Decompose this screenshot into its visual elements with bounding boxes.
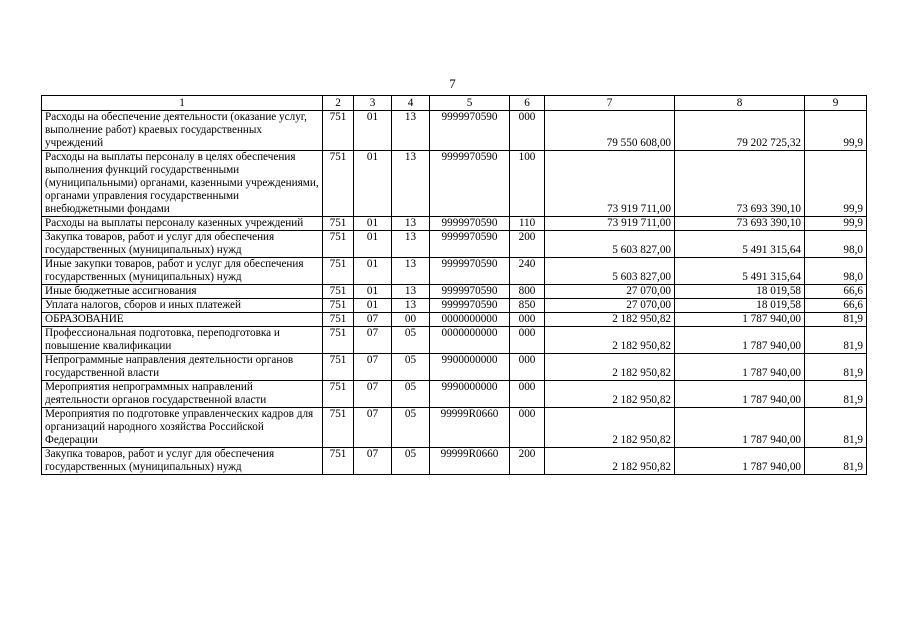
- subsection-code-cell: 13: [392, 258, 430, 285]
- expense-name-cell: Закупка товаров, работ и услуг для обеспечения государственных (муниципальных) нужд: [42, 448, 323, 475]
- expense-name-cell: ОБРАЗОВАНИЕ: [42, 313, 323, 327]
- section-code-cell: 07: [354, 408, 392, 448]
- section-code-cell: 01: [354, 231, 392, 258]
- ministry-code-cell: 751: [323, 327, 354, 354]
- subsection-code-cell: 05: [392, 327, 430, 354]
- column-header-4: 4: [392, 96, 430, 111]
- executed-amount-cell: 1 787 940,00: [675, 327, 805, 354]
- expense-name-cell: Расходы на выплаты персоналу в целях обеспечения выполнения функций государственными (муниципальными) органами, казенными учреждениями, органами управления государственными внебюджетными фондами: [42, 151, 323, 217]
- approved-amount-cell: 5 603 827,00: [545, 231, 675, 258]
- execution-percent-cell: 98,0: [805, 231, 867, 258]
- ministry-code-cell: 751: [323, 408, 354, 448]
- table-row: [42, 381, 867, 408]
- expense-name-cell: Мероприятия непрограммных направлений деятельности органов государственной власти: [42, 381, 323, 408]
- ministry-code-cell: 751: [323, 299, 354, 313]
- expense-type-code-cell: 100: [510, 151, 545, 217]
- expense-type-code-cell: 850: [510, 299, 545, 313]
- approved-amount-cell: 27 070,00: [545, 285, 675, 299]
- execution-percent-cell: 66,6: [805, 299, 867, 313]
- table-row: [42, 327, 867, 354]
- expense-type-code-cell: 240: [510, 258, 545, 285]
- table-row: [42, 313, 867, 327]
- section-code-cell: 01: [354, 285, 392, 299]
- table-row: [42, 299, 867, 313]
- approved-amount-cell: 2 182 950,82: [545, 381, 675, 408]
- approved-amount-cell: 2 182 950,82: [545, 448, 675, 475]
- expense-type-code-cell: 200: [510, 448, 545, 475]
- approved-amount-cell: 79 550 608,00: [545, 111, 675, 151]
- executed-amount-cell: 5 491 315,64: [675, 258, 805, 285]
- expense-name-cell: Уплата налогов, сборов и иных платежей: [42, 299, 323, 313]
- ministry-code-cell: 751: [323, 354, 354, 381]
- column-header-2: 2: [323, 96, 354, 111]
- ministry-code-cell: 751: [323, 151, 354, 217]
- section-code-cell: 07: [354, 381, 392, 408]
- table-header-row: [42, 96, 867, 111]
- executed-amount-cell: 18 019,58: [675, 285, 805, 299]
- expense-type-code-cell: 200: [510, 231, 545, 258]
- execution-percent-cell: 81,9: [805, 354, 867, 381]
- column-header-1: 1: [42, 96, 323, 111]
- approved-amount-cell: 2 182 950,82: [545, 327, 675, 354]
- table-row: [42, 408, 867, 448]
- subsection-code-cell: 13: [392, 285, 430, 299]
- ministry-code-cell: 751: [323, 381, 354, 408]
- expense-name-cell: Профессиональная подготовка, переподготовка и повышение квалификации: [42, 327, 323, 354]
- expense-type-code-cell: 000: [510, 381, 545, 408]
- ministry-code-cell: 751: [323, 231, 354, 258]
- section-code-cell: 07: [354, 327, 392, 354]
- table-row: [42, 217, 867, 231]
- approved-amount-cell: 2 182 950,82: [545, 313, 675, 327]
- subsection-code-cell: 00: [392, 313, 430, 327]
- section-code-cell: 01: [354, 111, 392, 151]
- target-item-code-cell: 99999R0660: [430, 448, 510, 475]
- subsection-code-cell: 05: [392, 354, 430, 381]
- executed-amount-cell: 73 693 390,10: [675, 151, 805, 217]
- target-item-code-cell: 9999970590: [430, 151, 510, 217]
- expense-name-cell: Иные бюджетные ассигнования: [42, 285, 323, 299]
- executed-amount-cell: 73 693 390,10: [675, 217, 805, 231]
- table-body: [42, 96, 867, 475]
- expense-name-cell: Мероприятия по подготовке управленческих кадров для организаций народного хозяйства Российской Федерации: [42, 408, 323, 448]
- subsection-code-cell: 05: [392, 381, 430, 408]
- subsection-code-cell: 05: [392, 408, 430, 448]
- table-row: [42, 448, 867, 475]
- approved-amount-cell: 2 182 950,82: [545, 354, 675, 381]
- executed-amount-cell: 1 787 940,00: [675, 354, 805, 381]
- section-code-cell: 01: [354, 299, 392, 313]
- expense-type-code-cell: 110: [510, 217, 545, 231]
- execution-percent-cell: 98,0: [805, 258, 867, 285]
- expense-type-code-cell: 000: [510, 313, 545, 327]
- column-header-7: 7: [545, 96, 675, 111]
- section-code-cell: 01: [354, 258, 392, 285]
- table-row: [42, 258, 867, 285]
- approved-amount-cell: 73 919 711,00: [545, 151, 675, 217]
- ministry-code-cell: 751: [323, 285, 354, 299]
- table-row: [42, 151, 867, 217]
- column-header-5: 5: [430, 96, 510, 111]
- target-item-code-cell: 0000000000: [430, 313, 510, 327]
- executed-amount-cell: 1 787 940,00: [675, 408, 805, 448]
- expense-type-code-cell: 000: [510, 354, 545, 381]
- executed-amount-cell: 1 787 940,00: [675, 381, 805, 408]
- budget-execution-table: [41, 95, 867, 475]
- approved-amount-cell: 27 070,00: [545, 299, 675, 313]
- expense-type-code-cell: 000: [510, 327, 545, 354]
- execution-percent-cell: 99,9: [805, 217, 867, 231]
- execution-percent-cell: 81,9: [805, 313, 867, 327]
- page-number: 7: [449, 76, 456, 91]
- column-header-8: 8: [675, 96, 805, 111]
- subsection-code-cell: 13: [392, 151, 430, 217]
- target-item-code-cell: 9990000000: [430, 381, 510, 408]
- target-item-code-cell: 9999970590: [430, 231, 510, 258]
- target-item-code-cell: 9999970590: [430, 258, 510, 285]
- approved-amount-cell: 73 919 711,00: [545, 217, 675, 231]
- execution-percent-cell: 81,9: [805, 381, 867, 408]
- target-item-code-cell: 9999970590: [430, 285, 510, 299]
- target-item-code-cell: 9999970590: [430, 299, 510, 313]
- expense-name-cell: Расходы на обеспечение деятельности (оказание услуг, выполнение работ) краевых государственных учреждений: [42, 111, 323, 151]
- expense-name-cell: Расходы на выплаты персоналу казенных учреждений: [42, 217, 323, 231]
- target-item-code-cell: 9900000000: [430, 354, 510, 381]
- execution-percent-cell: 99,9: [805, 151, 867, 217]
- subsection-code-cell: 05: [392, 448, 430, 475]
- executed-amount-cell: 1 787 940,00: [675, 313, 805, 327]
- table-row: [42, 111, 867, 151]
- ministry-code-cell: 751: [323, 448, 354, 475]
- table-row: [42, 354, 867, 381]
- ministry-code-cell: 751: [323, 217, 354, 231]
- section-code-cell: 07: [354, 313, 392, 327]
- target-item-code-cell: 9999970590: [430, 111, 510, 151]
- target-item-code-cell: 0000000000: [430, 327, 510, 354]
- executed-amount-cell: 79 202 725,32: [675, 111, 805, 151]
- column-header-9: 9: [805, 96, 867, 111]
- expense-name-cell: Непрограммные направления деятельности органов государственной власти: [42, 354, 323, 381]
- ministry-code-cell: 751: [323, 111, 354, 151]
- subsection-code-cell: 13: [392, 231, 430, 258]
- ministry-code-cell: 751: [323, 313, 354, 327]
- expense-type-code-cell: 000: [510, 111, 545, 151]
- section-code-cell: 01: [354, 151, 392, 217]
- execution-percent-cell: 66,6: [805, 285, 867, 299]
- table-row: [42, 285, 867, 299]
- execution-percent-cell: 81,9: [805, 448, 867, 475]
- column-header-6: 6: [510, 96, 545, 111]
- executed-amount-cell: 1 787 940,00: [675, 448, 805, 475]
- column-header-3: 3: [354, 96, 392, 111]
- section-code-cell: 07: [354, 354, 392, 381]
- approved-amount-cell: 2 182 950,82: [545, 408, 675, 448]
- approved-amount-cell: 5 603 827,00: [545, 258, 675, 285]
- target-item-code-cell: 99999R0660: [430, 408, 510, 448]
- table-row: [42, 231, 867, 258]
- executed-amount-cell: 5 491 315,64: [675, 231, 805, 258]
- expense-type-code-cell: 000: [510, 408, 545, 448]
- expense-type-code-cell: 800: [510, 285, 545, 299]
- section-code-cell: 01: [354, 217, 392, 231]
- execution-percent-cell: 81,9: [805, 408, 867, 448]
- subsection-code-cell: 13: [392, 217, 430, 231]
- execution-percent-cell: 81,9: [805, 327, 867, 354]
- subsection-code-cell: 13: [392, 111, 430, 151]
- section-code-cell: 07: [354, 448, 392, 475]
- executed-amount-cell: 18 019,58: [675, 299, 805, 313]
- expense-name-cell: Иные закупки товаров, работ и услуг для обеспечения государственных (муниципальных) нужд: [42, 258, 323, 285]
- target-item-code-cell: 9999970590: [430, 217, 510, 231]
- ministry-code-cell: 751: [323, 258, 354, 285]
- execution-percent-cell: 99,9: [805, 111, 867, 151]
- expense-name-cell: Закупка товаров, работ и услуг для обеспечения государственных (муниципальных) нужд: [42, 231, 323, 258]
- subsection-code-cell: 13: [392, 299, 430, 313]
